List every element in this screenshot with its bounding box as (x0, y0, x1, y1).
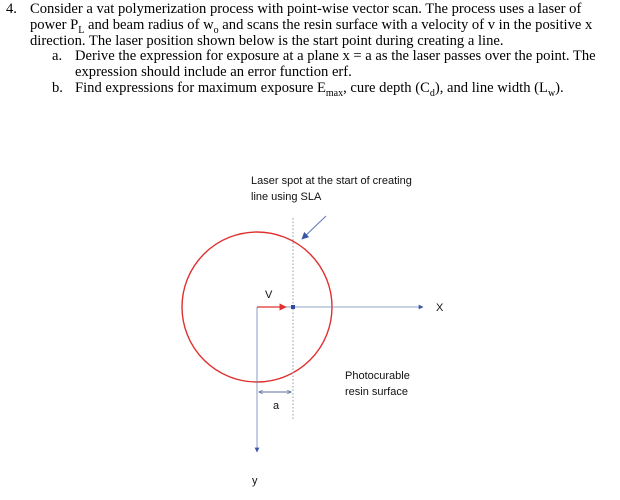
part-a-text: Derive the expression for exposure at a plane x = a as the laser passes over the point. The expression should include an error function erf. (75, 48, 596, 81)
laser-point (291, 305, 295, 309)
callout-line-1: Laser spot at the start of creating (251, 175, 412, 187)
part-b-text: Find expressions for maximum exposure $E_{max}$, cure depth $(C_d)$, and line width $(L_w)$. (75, 79, 564, 99)
part-a-label: a. (52, 48, 63, 65)
callout-line-2: line using SLA (251, 191, 322, 203)
callout-arrow (302, 216, 326, 239)
surface-label-line-1: Photocurable (345, 370, 410, 382)
label-a: a (273, 400, 280, 412)
part-b-label: b. (52, 79, 63, 96)
label-v: V (265, 289, 273, 301)
surface-label-line-2: resin surface (345, 386, 408, 398)
label-y: y (252, 475, 258, 487)
label-x: X (436, 302, 444, 314)
question-number: 4. (6, 1, 17, 17)
question-intro-text: Consider a vat polymerization process with point-wise vector scan. The process uses a laser of power $P_L$ and beam radius of $w_o$ and scans the resin surface with a velocity of v in the positive x direction. The laser position shown below is the start point during creating a line. (30, 1, 593, 49)
